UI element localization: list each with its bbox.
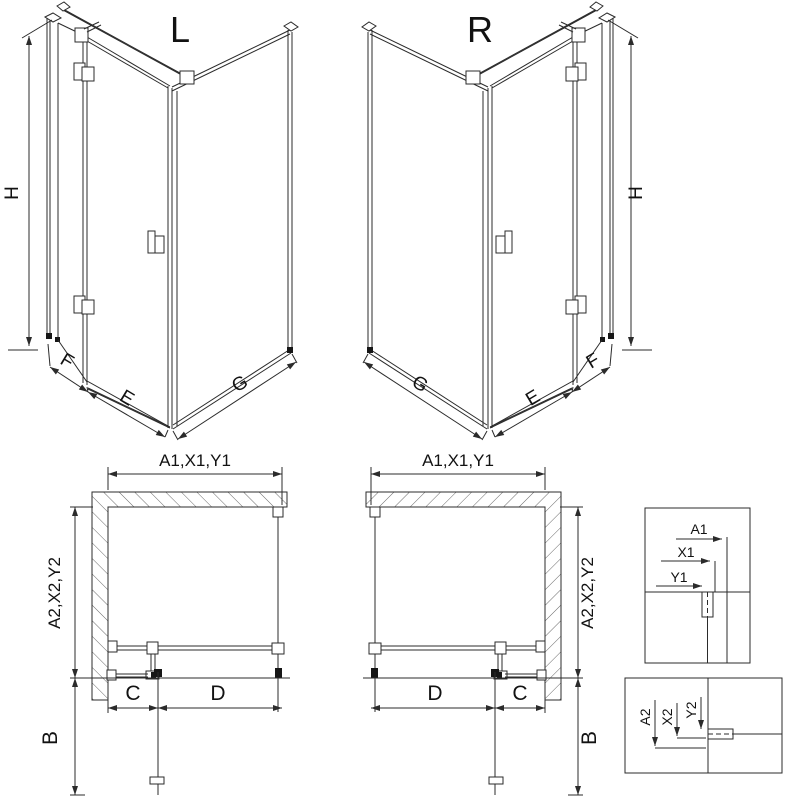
plan-left-dim-c: C xyxy=(125,682,141,705)
detail-bottom-label-y2: Y2 xyxy=(683,701,699,719)
plan-right-depth-dim: A2,X2,Y2 xyxy=(578,557,597,629)
iso-left-dim-g: G xyxy=(228,371,252,398)
iso-right-title: R xyxy=(467,9,493,50)
plan-left-width-dim: A1,X1,Y1 xyxy=(159,451,231,470)
detail-box-bottom xyxy=(625,678,782,773)
iso-left-dim-e: E xyxy=(115,386,138,411)
plan-left-depth-dim: A2,X2,Y2 xyxy=(45,557,64,629)
plan-right-width-dim: A1,X1,Y1 xyxy=(422,451,494,470)
detail-top-label-y1: Y1 xyxy=(670,569,688,585)
plan-left-dim-b: B xyxy=(39,730,62,746)
iso-left-title: L xyxy=(169,9,191,50)
plan-right-dim-c: C xyxy=(512,682,528,705)
plan-right-dim-b: B xyxy=(578,730,601,746)
detail-bottom-label-x2: X2 xyxy=(659,708,675,726)
detail-box-top xyxy=(645,508,750,663)
iso-right-dim-e: E xyxy=(522,386,545,411)
iso-right-dim-g: G xyxy=(408,371,432,398)
plan-view-right xyxy=(363,451,601,795)
detail-bottom-label-a2: A2 xyxy=(637,708,653,726)
iso-right-dim-f: F xyxy=(582,349,604,374)
iso-right-dim-h: H xyxy=(626,186,647,200)
iso-view-right xyxy=(362,2,652,440)
plan-right-dim-d: D xyxy=(427,682,443,705)
detail-top-label-x1: X1 xyxy=(677,544,695,560)
iso-left-dim-f: F xyxy=(56,349,78,374)
plan-left-dim-d: D xyxy=(210,682,226,705)
detail-top-label-a1: A1 xyxy=(690,521,708,537)
plan-view-left xyxy=(39,451,290,795)
iso-left-dim-h: H xyxy=(2,186,23,200)
iso-view-left xyxy=(2,2,298,440)
